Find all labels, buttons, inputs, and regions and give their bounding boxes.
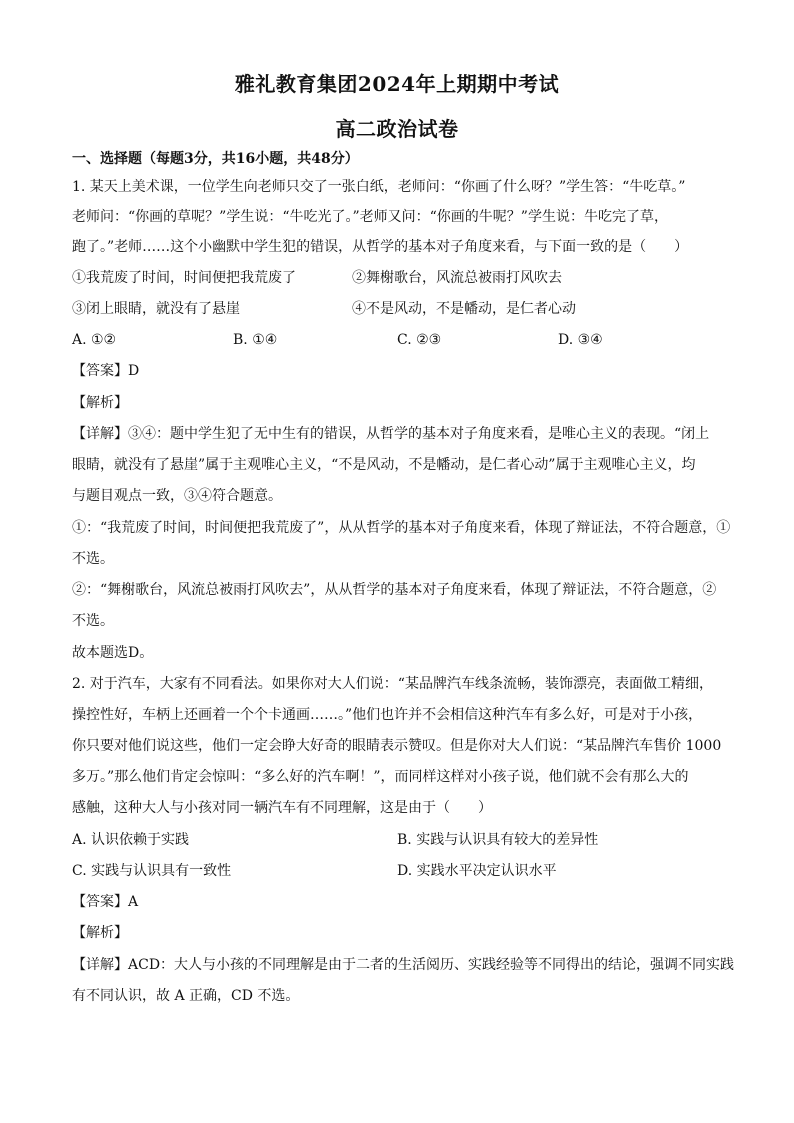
q1-detail-1: 【详解】③④：题中学生犯了无中生有的错误，从哲学的基本对子角度来看，是唯心主义的表现。“闭上 <box>72 426 710 442</box>
q1-analysis-label: 【解析】 <box>72 395 128 411</box>
q2-line-4: 多万。”那么他们肯定会惊叫：“多么好的汽车啊！”，而同样这样对小孩子说，他们就不会有那么大的 <box>72 769 689 785</box>
q1-line-2: 老师问：“你画的草呢？”学生说：“牛吃光了。”老师又问：“你画的牛呢？”学生说：牛吃完了草， <box>72 209 668 225</box>
q2-option-b: B. 实践与认识具有较大的差异性 <box>397 832 599 848</box>
q2-line-3: 你只要对他们说这些，他们一定会睁大好奇的眼睛表示赞叹。但是你对大人们说：“某品牌汽车售价 1000 <box>72 738 722 754</box>
q2-answer: 【答案】A <box>72 894 139 910</box>
q1-detail-7: 不选。 <box>72 613 114 629</box>
q1-option-c: C. ②③ <box>397 332 442 348</box>
q2-line-5: 感触，这种大人与小孩对同一辆汽车有不同理解，这是由于（ ） <box>72 800 492 816</box>
q1-statement-4: ④不是风动，不是幡动，是仁者心动 <box>352 301 576 317</box>
q1-detail-6: ②：“舞榭歌台，风流总被雨打风吹去”，从从哲学的基本对子角度来看，体现了辩证法，不符合题意，② <box>72 582 717 598</box>
q1-statement-1: ①我荒废了时间，时间便把我荒废了 <box>72 270 296 286</box>
q1-answer: 【答案】D <box>72 363 140 379</box>
exam-subtitle: 高二政治试卷 <box>335 117 459 141</box>
q1-option-a: A. ①② <box>72 332 117 348</box>
q1-detail-8: 故本题选D。 <box>72 645 154 661</box>
q1-line-1: 1. 某天上美术课，一位学生向老师只交了一张白纸，老师问：“你画了什么呀？”学生答：“牛吃草。” <box>72 179 686 195</box>
section-heading: 一、选择题（每题3分，共16小题，共48分） <box>72 151 359 167</box>
q2-option-d: D. 实践水平决定认识水平 <box>397 863 557 879</box>
q1-statement-3: ③闭上眼睛，就没有了悬崖 <box>72 301 240 317</box>
q2-option-a: A. 认识依赖于实践 <box>72 832 190 848</box>
q1-detail-4: ①：“我荒废了时间，时间便把我荒废了”，从从哲学的基本对子角度来看，体现了辩证法，不符合题意，① <box>72 520 731 536</box>
q1-line-3: 跑了。”老师……这个小幽默中学生犯的错误，从哲学的基本对子角度来看，与下面一致的是（ ） <box>72 239 689 255</box>
q1-statement-2: ②舞榭歌台，风流总被雨打风吹去 <box>352 270 562 286</box>
q2-line-1: 2. 对于汽车，大家有不同看法。如果你对大人们说：“某品牌汽车线条流畅，装饰漂亮，表面做工精细， <box>72 676 713 692</box>
q2-detail-1: 【详解】ACD：大人与小孩的不同理解是由于二者的生活阅历、实践经验等不同得出的结论，强调不同实践 <box>72 957 735 973</box>
q1-option-d: D. ③④ <box>558 332 603 348</box>
exam-title: 雅礼教育集团2024年上期期中考试 <box>234 72 560 96</box>
q2-detail-2: 有不同认识，故 A 正确，CD 不选。 <box>72 988 300 1004</box>
q1-detail-2: 眼睛，就没有了悬崖”属于主观唯心主义，“不是风动，不是幡动，是仁者心动”属于主观唯心主义，均 <box>72 457 696 473</box>
q2-line-2: 操控性好，车柄上还画着一个个卡通画……。”他们也许并不会相信这种汽车有多么好，可是对于小孩， <box>72 707 703 723</box>
q1-option-b: B. ①④ <box>233 332 278 348</box>
q2-option-c: C. 实践与认识具有一致性 <box>72 863 232 879</box>
q1-detail-5: 不选。 <box>72 551 114 567</box>
q1-detail-3: 与题目观点一致，③④符合题意。 <box>72 488 282 504</box>
q2-analysis-label: 【解析】 <box>72 925 128 941</box>
